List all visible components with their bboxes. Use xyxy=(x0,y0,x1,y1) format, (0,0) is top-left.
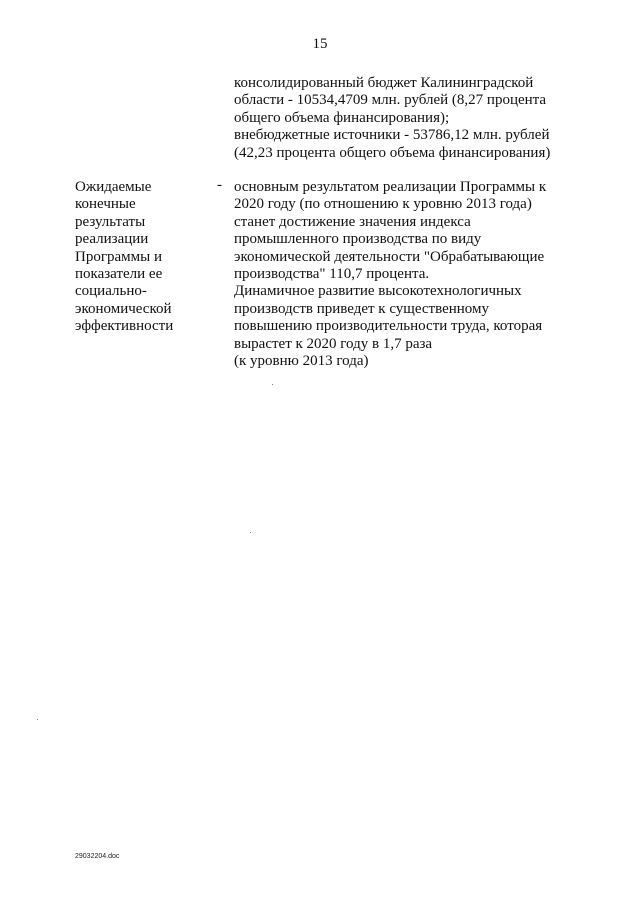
text-line: промышленного производства по виду xyxy=(234,231,482,248)
section-label xyxy=(75,179,173,336)
text-line: производства" 110,7 процента. xyxy=(234,266,430,283)
text-line: производств приведет к существенному xyxy=(234,300,490,317)
text-line: консолидированный бюджет Калининградской xyxy=(234,75,534,91)
funding-sources-text xyxy=(234,75,550,162)
text-line: Динамичное развитие высокотехнологичных xyxy=(234,283,522,300)
text-line: станет достижение значения индекса xyxy=(234,213,471,230)
scan-speck xyxy=(250,532,251,533)
scan-speck xyxy=(37,719,38,720)
text-line: (к уровню 2013 года) xyxy=(234,353,369,370)
scan-speck xyxy=(272,384,273,385)
text-line: основным результатом реализации Программы к xyxy=(234,179,547,195)
label-line: экономической xyxy=(75,300,172,317)
label-line: конечные xyxy=(75,196,136,213)
text-line: области - 10534,4709 млн. рублей (8,27 процента xyxy=(234,92,547,109)
footer-filename: 29032204.doc xyxy=(75,853,120,860)
label-line: показатели ее xyxy=(75,266,163,283)
separator-dash: - xyxy=(217,177,222,193)
text-line: повышению производительности труда, которая xyxy=(234,318,543,335)
text-line: экономической деятельности "Обрабатывающие xyxy=(234,248,545,265)
label-line: результаты xyxy=(75,213,146,230)
label-line: реализации xyxy=(75,231,149,248)
label-line: Программы и xyxy=(75,248,162,265)
text-line: (42,23 процента общего объема финансирования) xyxy=(234,144,551,161)
text-line: общего объема финансирования); xyxy=(234,109,450,126)
page-number: 15 xyxy=(312,36,328,52)
expected-results-text xyxy=(234,179,546,370)
label-line: Ожидаемые xyxy=(75,179,152,195)
label-line: эффективности xyxy=(75,318,174,335)
text-line: 2020 году (по отношению к уровню 2013 года) xyxy=(234,196,532,213)
label-line: социально- xyxy=(75,283,147,300)
text-line: внебюджетные источники - 53786,12 млн. рублей xyxy=(234,127,550,144)
text-line: вырастет к 2020 году в 1,7 раза xyxy=(234,335,433,352)
